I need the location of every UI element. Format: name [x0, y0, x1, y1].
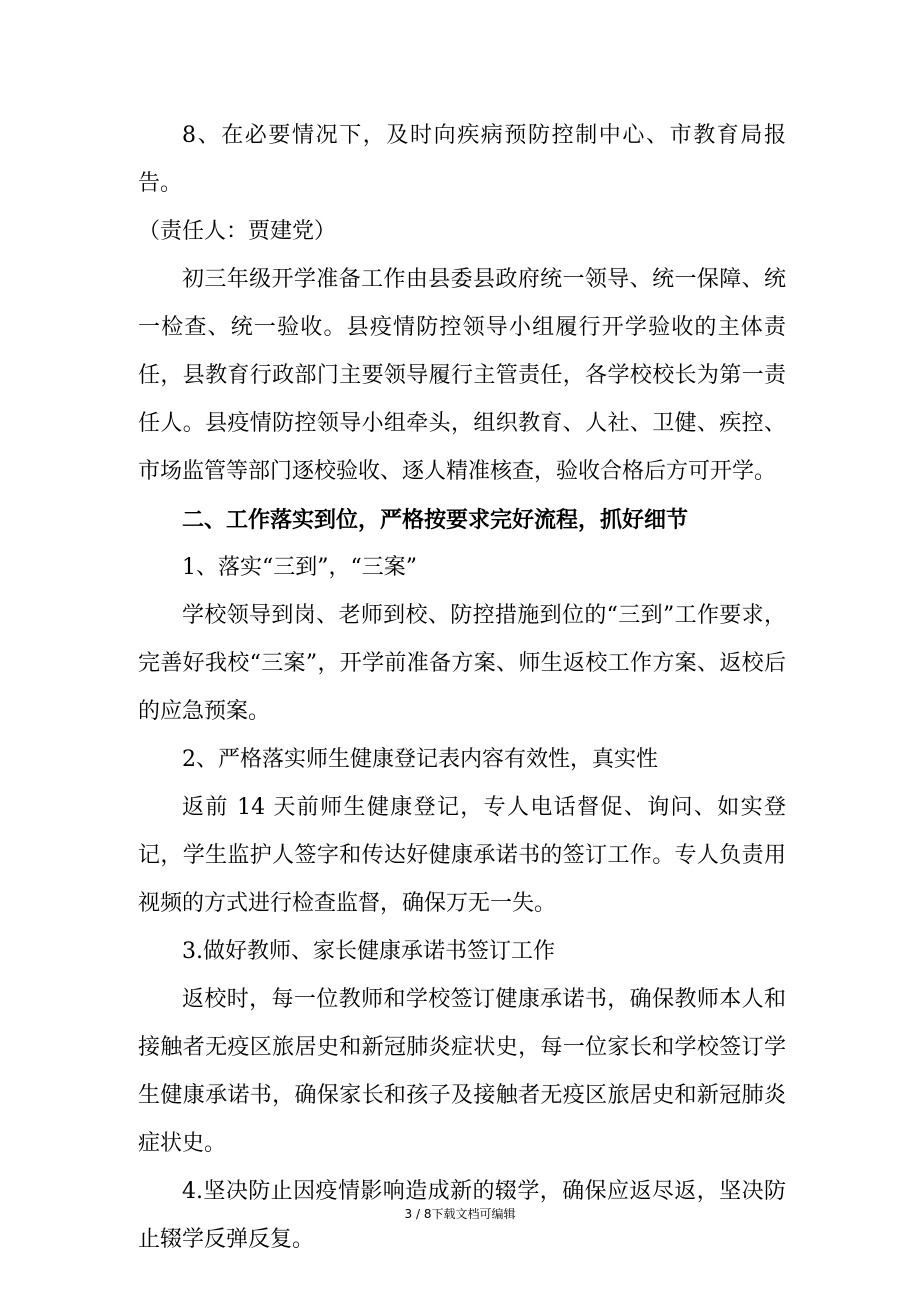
section-heading-2: 二、工作落实到位，严格按要求完好流程，抓好细节 [182, 507, 689, 533]
paragraph-health-registration: 返前 14 天前师生健康登记，专人电话督促、询问、如实登记，学生监护人签字和传达好健康承诺书的签订工作。专人负责用视频的方式进行检查监督，确保万无一失。 [138, 795, 786, 916]
paragraph-health-pledge: 返校时，每一位教师和学校签订健康承诺书，确保教师本人和接触者无疫区旅居史和新冠肺炎症状史，每一位家长和学校签订学生健康承诺书，确保家长和孩子及接触者无疫区旅居史和新冠肺炎症状史。 [138, 987, 786, 1156]
paragraph-item-8: 8、在必要情况下，及时向疾病预防控制中心、市教育局报告。 [138, 123, 786, 196]
responsible-person-note: （责任人：贾建党） [138, 219, 337, 244]
page-footer: 3 / 8下载文档可编辑 [404, 1207, 516, 1221]
paragraph-item-4: 4.坚决防止因疫情影响造成新的辍学，确保应返尽返，坚决防止辍学反弹反复。 [138, 1179, 786, 1252]
subheading-3: 3.做好教师、家长健康承诺书签订工作 [182, 939, 555, 964]
document-body [138, 112, 786, 1264]
subheading-1: 1、落实“三到”，“三案” [182, 555, 417, 580]
paragraph-three-arrivals: 学校领导到岗、老师到校、防控措施到位的“三到”工作要求，完善好我校“三案”，开学前准备方案、师生返校工作方案、返校后的应急预案。 [138, 603, 786, 724]
paragraph-leadership: 初三年级开学准备工作由县委县政府统一领导、统一保障、统一检查、统一验收。县疫情防控领导小组履行开学验收的主体责任，县教育行政部门主要领导履行主管责任，各学校校长为第一责任人。县疫情防控领导小组牵头，组织教育、人社、卫健、疾控、市场监管等部门逐校验收、逐人精准核查，验收合格后方可开学。 [138, 267, 786, 484]
subheading-2: 2、严格落实师生健康登记表内容有效性，真实性 [182, 747, 658, 772]
